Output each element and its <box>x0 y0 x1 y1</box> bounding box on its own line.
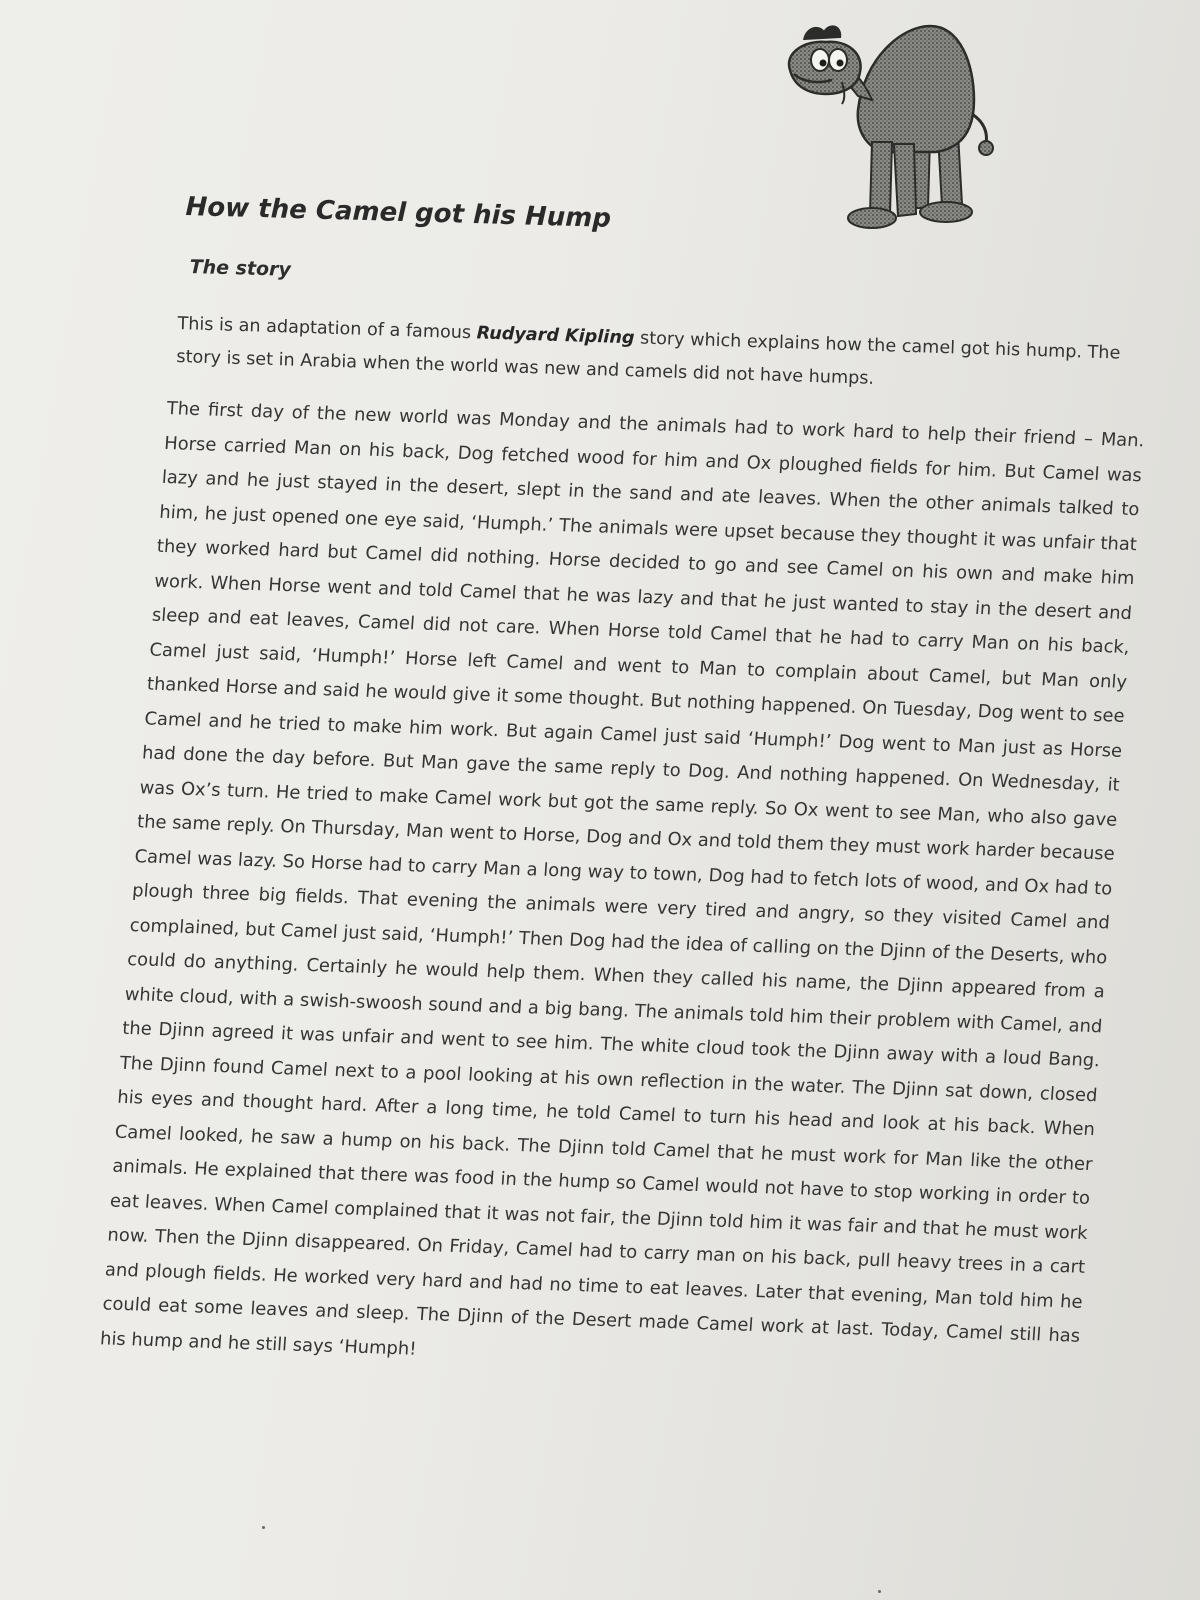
section-heading: The story <box>189 256 292 281</box>
intro-text-continued: story which explains how the camel got his hump. The story is set in Arabia when the world was new and camels did not have humps. <box>176 328 1121 389</box>
story-paragraph: The first day of the new world was Monday and the animals had to work hard to help their friend – Man. Horse carried Man on his back, Dog fetched wood for him and Ox ploughed fields for him. But Camel was lazy and he just stayed in the desert, slept in the sand and ate leaves. When the other animals talked to him, he just opened one eye said, ‘Humph.’ The animals were upset because they thought it was unfair that they worked hard but Camel did nothing. Horse decided to go and see Camel on his own and make him work. When Horse went and told Camel that he was lazy and that he just wanted to stay in the desert and sleep and eat leaves, Camel did not care. When Horse told Camel that he had to carry Man on his back, Camel just said, ‘Humph!’ Horse left Camel and went to Man to complain about Camel, but Man only thanked Horse and said he would give it some thought. But nothing happened. On Tuesday, Dog went to see Camel and he tried to make him work. But again Camel just said ‘Humph!’ Dog went to Man just as Horse had done the day before. But Man gave the same reply to Dog. And nothing happened. On Wednesday, it was Ox’s turn. He tried to make Camel work but got the same reply. So Ox went to see Man, who also gave the same reply. On Thursday, Man went to Horse, Dog and Ox and told them they must work harder because Camel was lazy. So Horse had to carry Man a long way to town, Dog had to fetch lots of wood, and Ox had to plough three big fields. That evening the animals were very tired and angry, so they visited Camel and complained, but Camel just said, ‘Humph!’ Then Dog had the idea of calling on the Djinn of the Deserts, who could do anything. Certainly he would help them. When they called his name, the Djinn appeared from a white cloud, with a swish-swoosh sound and a big bang. The animals told him their problem with Camel, and the Djinn agreed it was unfair and went to see him. The white cloud took the Djinn away with a loud Bang. The Djinn found Camel next to a pool looking at his own reflection in the water. The Djinn sat down, closed his eyes and thought hard. After a long time, he told Camel to turn his head and look at his back. When Camel looked, he saw a hump on his back. The Djinn told Camel that he must work for Man like the other animals. He explained that there was food in the hump so Camel would not have to stop working in order to eat leaves. When Camel complained that it was not fair, the Djinn told him it was fair and that he must work now. Then the Djinn disappeared. On Friday, Camel had to carry man on his back, pull heavy trees in a cart and plough fields. He worked very hard and had no time to eat leaves. Later that evening, Man told him he could eat some leaves and sleep. The Djinn of the Desert made Camel work at last. Today, Camel still has his hump and he still says ‘Humph! <box>99 397 1146 1360</box>
paper-speck <box>878 1590 881 1593</box>
document-title: How the Camel got his Hump <box>185 192 612 234</box>
intro-paragraph <box>176 308 1138 404</box>
author-name: Rudyard Kipling <box>476 323 635 349</box>
cartoon-camel-icon <box>760 18 1020 238</box>
paper-speck <box>262 1526 265 1529</box>
intro-text: This is an adaptation of a famous <box>177 313 477 344</box>
